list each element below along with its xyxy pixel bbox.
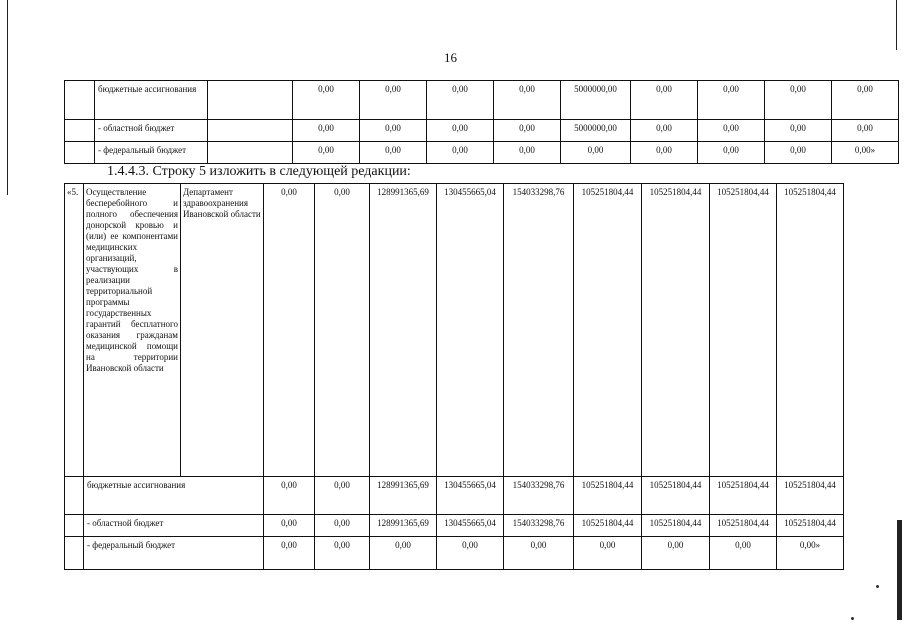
row-label: - областной бюджет <box>95 120 208 142</box>
scan-dot <box>851 617 854 620</box>
table-row <box>65 537 844 570</box>
value-cell: 0,00 <box>293 142 360 164</box>
value-cell: 105251804,44 <box>710 184 777 477</box>
value-cell: 0,00 <box>360 81 427 120</box>
row-label: - федеральный бюджет <box>84 537 264 570</box>
table-row-5 <box>64 183 844 570</box>
value-cell: 0,00 <box>710 537 777 570</box>
value-cell: 0,00 <box>631 81 698 120</box>
empty-cell <box>65 142 95 164</box>
empty-cell <box>65 120 95 142</box>
executor-cell: Департамент здравоохранения Ивановской области <box>181 184 264 477</box>
value-cell: 0,00 <box>494 81 561 120</box>
value-cell: 0,00 <box>315 184 370 477</box>
value-cell: 5000000,00 <box>561 81 631 120</box>
value-cell: 0,00 <box>631 142 698 164</box>
value-cell: 0,00 <box>427 81 494 120</box>
value-cell: 128991365,69 <box>370 477 437 515</box>
value-cell: 0,00 <box>574 537 642 570</box>
value-cell: 0,00 <box>698 142 765 164</box>
empty-cell <box>65 515 84 537</box>
value-cell: 0,00 <box>504 537 574 570</box>
value-cell: 0,00 <box>427 142 494 164</box>
value-cell: 128991365,69 <box>370 515 437 537</box>
value-cell: 0,00 <box>494 142 561 164</box>
row-label: - областной бюджет <box>84 515 264 537</box>
empty-cell <box>208 120 293 142</box>
table-row <box>65 184 844 477</box>
value-cell: 105251804,44 <box>574 477 642 515</box>
scan-dot <box>876 585 879 588</box>
value-cell: 0,00 <box>765 81 832 120</box>
empty-cell <box>208 142 293 164</box>
value-cell: 0,00 <box>832 81 899 120</box>
section-heading: 1.4.4.3. Строку 5 изложить в следующей редакции: <box>107 164 411 179</box>
table-continuation <box>64 80 899 164</box>
value-cell: 105251804,44 <box>710 477 777 515</box>
value-cell: 105251804,44 <box>777 477 844 515</box>
value-cell: 154033298,76 <box>504 184 574 477</box>
value-cell: 130455665,04 <box>437 515 504 537</box>
value-cell: 0,00 <box>437 537 504 570</box>
value-cell: 154033298,76 <box>504 515 574 537</box>
empty-cell <box>208 81 293 120</box>
value-cell: 105251804,44 <box>574 184 642 477</box>
value-cell: 105251804,44 <box>710 515 777 537</box>
page-number: 16 <box>444 50 457 65</box>
value-cell: 105251804,44 <box>642 184 710 477</box>
table-row <box>65 81 899 120</box>
value-cell: 0,00 <box>698 81 765 120</box>
row-label: - федеральный бюджет <box>95 142 208 164</box>
value-cell: 0,00 <box>698 120 765 142</box>
value-cell: 0,00 <box>293 81 360 120</box>
value-cell: 0,00 <box>264 184 315 477</box>
value-cell: 0,00 <box>765 142 832 164</box>
value-cell: 0,00 <box>264 537 315 570</box>
value-cell: 0,00 <box>360 142 427 164</box>
activity-description: Осуществление бесперебойного и полного обеспечения донорской кровью и (или) ее компонентами медицинских организаций, участвующих в реализации территориальной программы государственных гарантий бесплатного оказания гражданам медицинской помощи на территории Ивановской области <box>84 184 181 477</box>
row-label: бюджетные ассигнования <box>84 477 264 515</box>
value-cell: 0,00 <box>315 477 370 515</box>
value-cell: 0,00 <box>315 537 370 570</box>
value-cell: 0,00 <box>264 515 315 537</box>
value-cell: 105251804,44 <box>642 477 710 515</box>
table-row <box>65 515 844 537</box>
value-cell: 105251804,44 <box>777 515 844 537</box>
value-cell: 0,00 <box>832 120 899 142</box>
row-label: бюджетные ассигнования <box>95 81 208 120</box>
value-cell: 0,00 <box>765 120 832 142</box>
value-cell: 5000000,00 <box>561 120 631 142</box>
value-cell: 105251804,44 <box>777 184 844 477</box>
value-cell: 130455665,04 <box>437 184 504 477</box>
value-cell: 0,00 <box>370 537 437 570</box>
value-cell: 0,00 <box>631 120 698 142</box>
value-cell: 128991365,69 <box>370 184 437 477</box>
row-number: «5. <box>65 184 84 477</box>
value-cell: 0,00» <box>777 537 844 570</box>
scan-edge-line <box>896 0 897 50</box>
table-row <box>65 477 844 515</box>
scan-edge-line <box>7 0 8 195</box>
empty-cell <box>65 537 84 570</box>
table-row <box>65 120 899 142</box>
value-cell: 0,00 <box>561 142 631 164</box>
empty-cell <box>65 81 95 120</box>
value-cell: 0,00 <box>642 537 710 570</box>
value-cell: 105251804,44 <box>642 515 710 537</box>
scan-edge-mark <box>897 520 902 620</box>
value-cell: 0,00 <box>494 120 561 142</box>
table-row <box>65 142 899 164</box>
value-cell: 0,00 <box>315 515 370 537</box>
value-cell: 154033298,76 <box>504 477 574 515</box>
value-cell: 0,00 <box>264 477 315 515</box>
value-cell: 105251804,44 <box>574 515 642 537</box>
value-cell: 0,00 <box>293 120 360 142</box>
value-cell: 130455665,04 <box>437 477 504 515</box>
value-cell: 0,00 <box>427 120 494 142</box>
value-cell: 0,00 <box>360 120 427 142</box>
value-cell: 0,00» <box>832 142 899 164</box>
empty-cell <box>65 477 84 515</box>
